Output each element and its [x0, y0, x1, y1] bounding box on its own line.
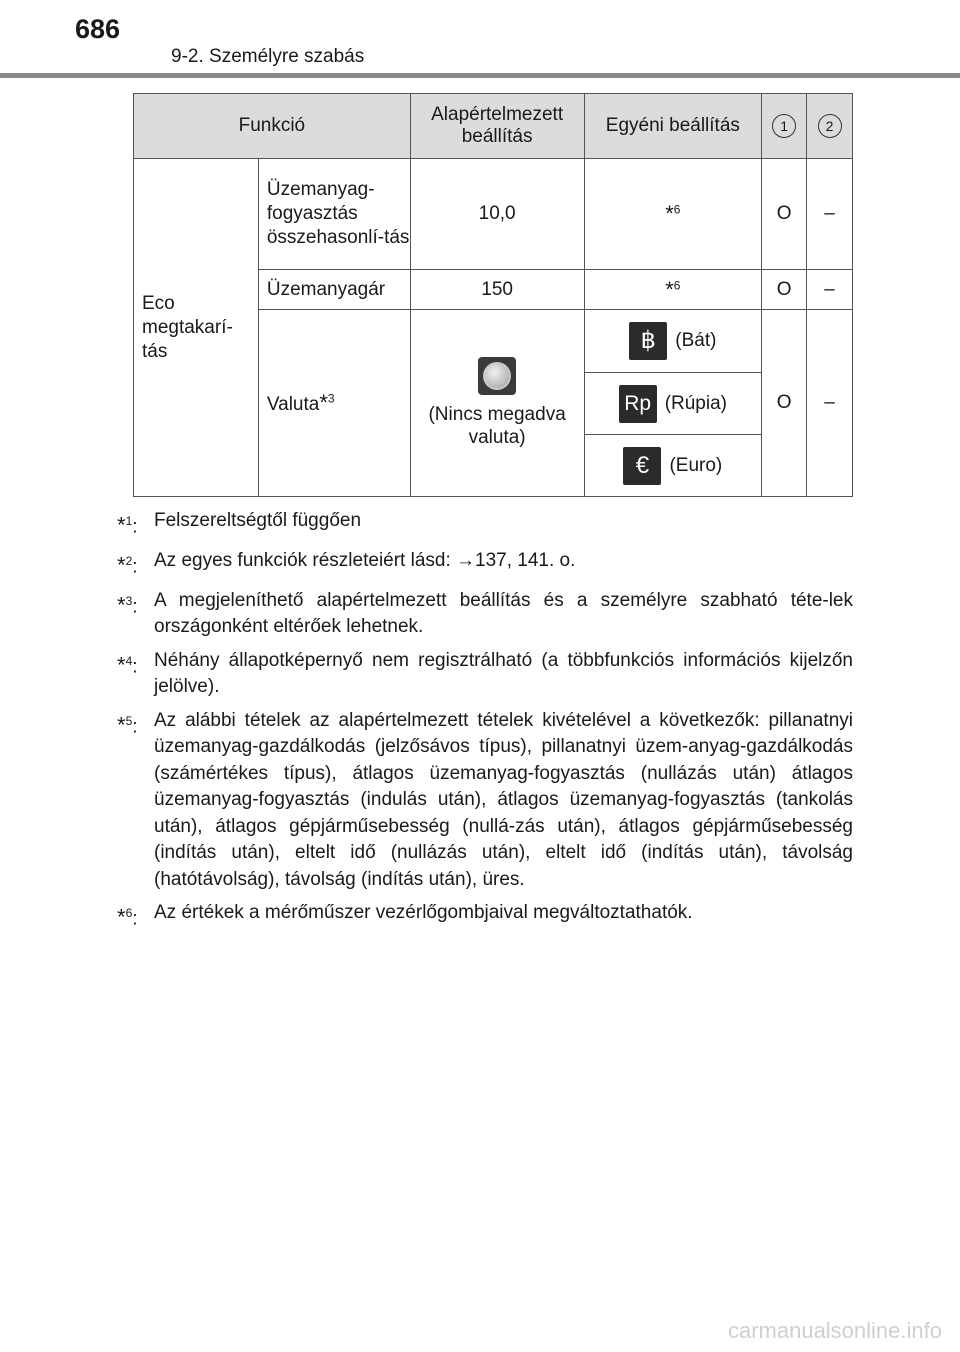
asterisk: * [319, 390, 328, 415]
consumption-default: 10,0 [410, 159, 584, 270]
asterisk: * [117, 711, 126, 737]
rupiah-icon: Rp [619, 385, 657, 423]
fuel-price-col2: – [807, 270, 853, 310]
footnote-number: 1 [125, 514, 133, 528]
baht-icon: ฿ [629, 322, 667, 360]
baht-label: (Bát) [675, 330, 717, 351]
footnote-text: Az értékek a mérőműszer vezérlőgombjaival megváltoztathatók. [154, 902, 693, 924]
footnote-number: 2 [125, 553, 133, 568]
footnote-number: 5 [125, 713, 133, 728]
asterisk: * [665, 201, 674, 226]
fuel-price-col1: O [762, 270, 807, 310]
currency-option-rupiah [584, 373, 762, 435]
header-custom: Egyéni beállítás [584, 94, 762, 159]
asterisk: * [117, 651, 126, 677]
currency-option-baht [584, 310, 762, 373]
circled-number-2: 2 [818, 114, 842, 138]
asterisk: * [665, 276, 674, 302]
currency-name [258, 310, 410, 497]
consumption-col1: O [762, 159, 807, 270]
asterisk: * [117, 512, 126, 538]
footnote-text: Az alábbi tételek az alapértelmezett tételek kivételével a következők: pillanatnyi üzemanyag-gazdálkodás (jelzősávos típus), pillanatnyi üzem-anyag-gazdálkodás (számértékes típus), átlagos üzemanyag-fogyasztás (nullázás után) átlagos üzemanyag-fogyasztás (indulás után), átlagos üzemanyag-fogyasztás (tankolás után), átlagos gépjárműsebesség (nullá-zás után), átlagos gépjárműsebesség (indítás után), eltelt idő (nullázás után), eltelt idő (indítás után), távolság (hatótávolság), távolság (indítás után), üres. [154, 709, 853, 890]
circled-number-1: 1 [772, 114, 796, 138]
footnote-3: *$^3$: A megjeleníthető alapértelmezett beállítás és a személyre szabható téte-lek országonként eltérőek lehetnek. [117, 588, 853, 641]
header-function: Funkció [134, 94, 411, 159]
watermark: carmanualsonline.info [727, 1318, 942, 1343]
footnote-1: *$^1$: Felszereltségtől függően [117, 508, 853, 541]
footnote-ref: 3 [327, 391, 335, 406]
header-col-1 [762, 94, 807, 159]
section-title: 9-2. Személyre szabás [171, 46, 365, 67]
currency-default [410, 310, 584, 497]
page-header [0, 0, 960, 80]
rupiah-label: (Rúpia) [664, 392, 727, 414]
footnote-4: *$^4$: Néhány állapotképernyő nem regisztrálható (a többfunkciós információs kijelzőn jelölve). [117, 648, 853, 701]
footnote-text: A megjeleníthető alapértelmezett beállítás és a személyre szabható téte-lek országonként eltérőek lehetnek. [154, 589, 853, 638]
asterisk: * [117, 552, 126, 578]
footnotes [117, 508, 853, 940]
euro-icon: € [623, 447, 661, 485]
footnote-text: Néhány állapotképernyő nem regisztrálható (a többfunkciós információs kijelzőn jelölve). [154, 649, 853, 698]
table-row [134, 159, 853, 270]
footnote-ref: 6 [673, 278, 681, 293]
currency-col2: – [807, 310, 853, 497]
asterisk: * [117, 904, 126, 930]
consumption-name: Üzemanyag-fogyasztás összehasonlí-tás [258, 159, 410, 270]
footnote-number: 6 [125, 906, 133, 921]
consumption-custom [584, 159, 762, 270]
footnote-ref: 6 [673, 202, 681, 217]
currency-default-label: (Nincs megadva valuta) [428, 404, 566, 448]
header-divider [0, 73, 960, 78]
fuel-price-default: 150 [410, 270, 584, 310]
footnote-number: 3 [125, 593, 133, 608]
fuel-price-custom [584, 270, 762, 310]
footnote-5: *$^5$: Az alábbi tételek az alapértelmezett tételek kivételével a következők: pillanatnyi üzemanyag-gazdálkodás (jelzősávos típus), pillanatnyi üzem-anyag-gazdálkodás (számértékes típus), átlagos üzemanyag-fogyasztás (nullázás után) átlagos üzemanyag-fogyasztás (indulás után), átlagos üzemanyag-fogyasztás (tankolás után), átlagos gépjárműsebesség (nullá-zás után), átlagos gépjárműsebesség (indítás után), eltelt idő (nullázás után), eltelt idő (indítás után), távolság (hatótávolság), távolság (indítás után), üres. [117, 708, 853, 894]
footnote-number: 4 [125, 653, 133, 668]
eco-group-cell: Eco megtakarí-tás [134, 159, 259, 497]
header-default: Alapértelmezett beállítás [410, 94, 584, 159]
asterisk: * [117, 591, 126, 617]
footnote-2: *$^2$: Az egyes funkciók részleteiért lásd: →137, 141. o. [117, 548, 853, 581]
currency-label: Valuta [266, 394, 320, 415]
euro-label: (Euro) [669, 454, 723, 476]
page-number: 686 [75, 14, 121, 44]
settings-table [133, 93, 853, 497]
footnote-6: *$^6$: Az értékek a mérőműszer vezérlőgombjaival megváltoztathatók. [117, 900, 853, 933]
fuel-price-name: Üzemanyagár [258, 270, 410, 310]
currency-option-euro [584, 435, 762, 497]
header-col-2 [807, 94, 853, 159]
currency-col1: O [762, 310, 807, 497]
table-header-row [134, 94, 853, 159]
coins-icon [478, 357, 516, 395]
consumption-col2: – [807, 159, 853, 270]
footnote-text: Az egyes funkciók részleteiért lásd: →137, 141. o. [154, 549, 576, 571]
footnote-text: Felszereltségtől függően [154, 510, 362, 531]
